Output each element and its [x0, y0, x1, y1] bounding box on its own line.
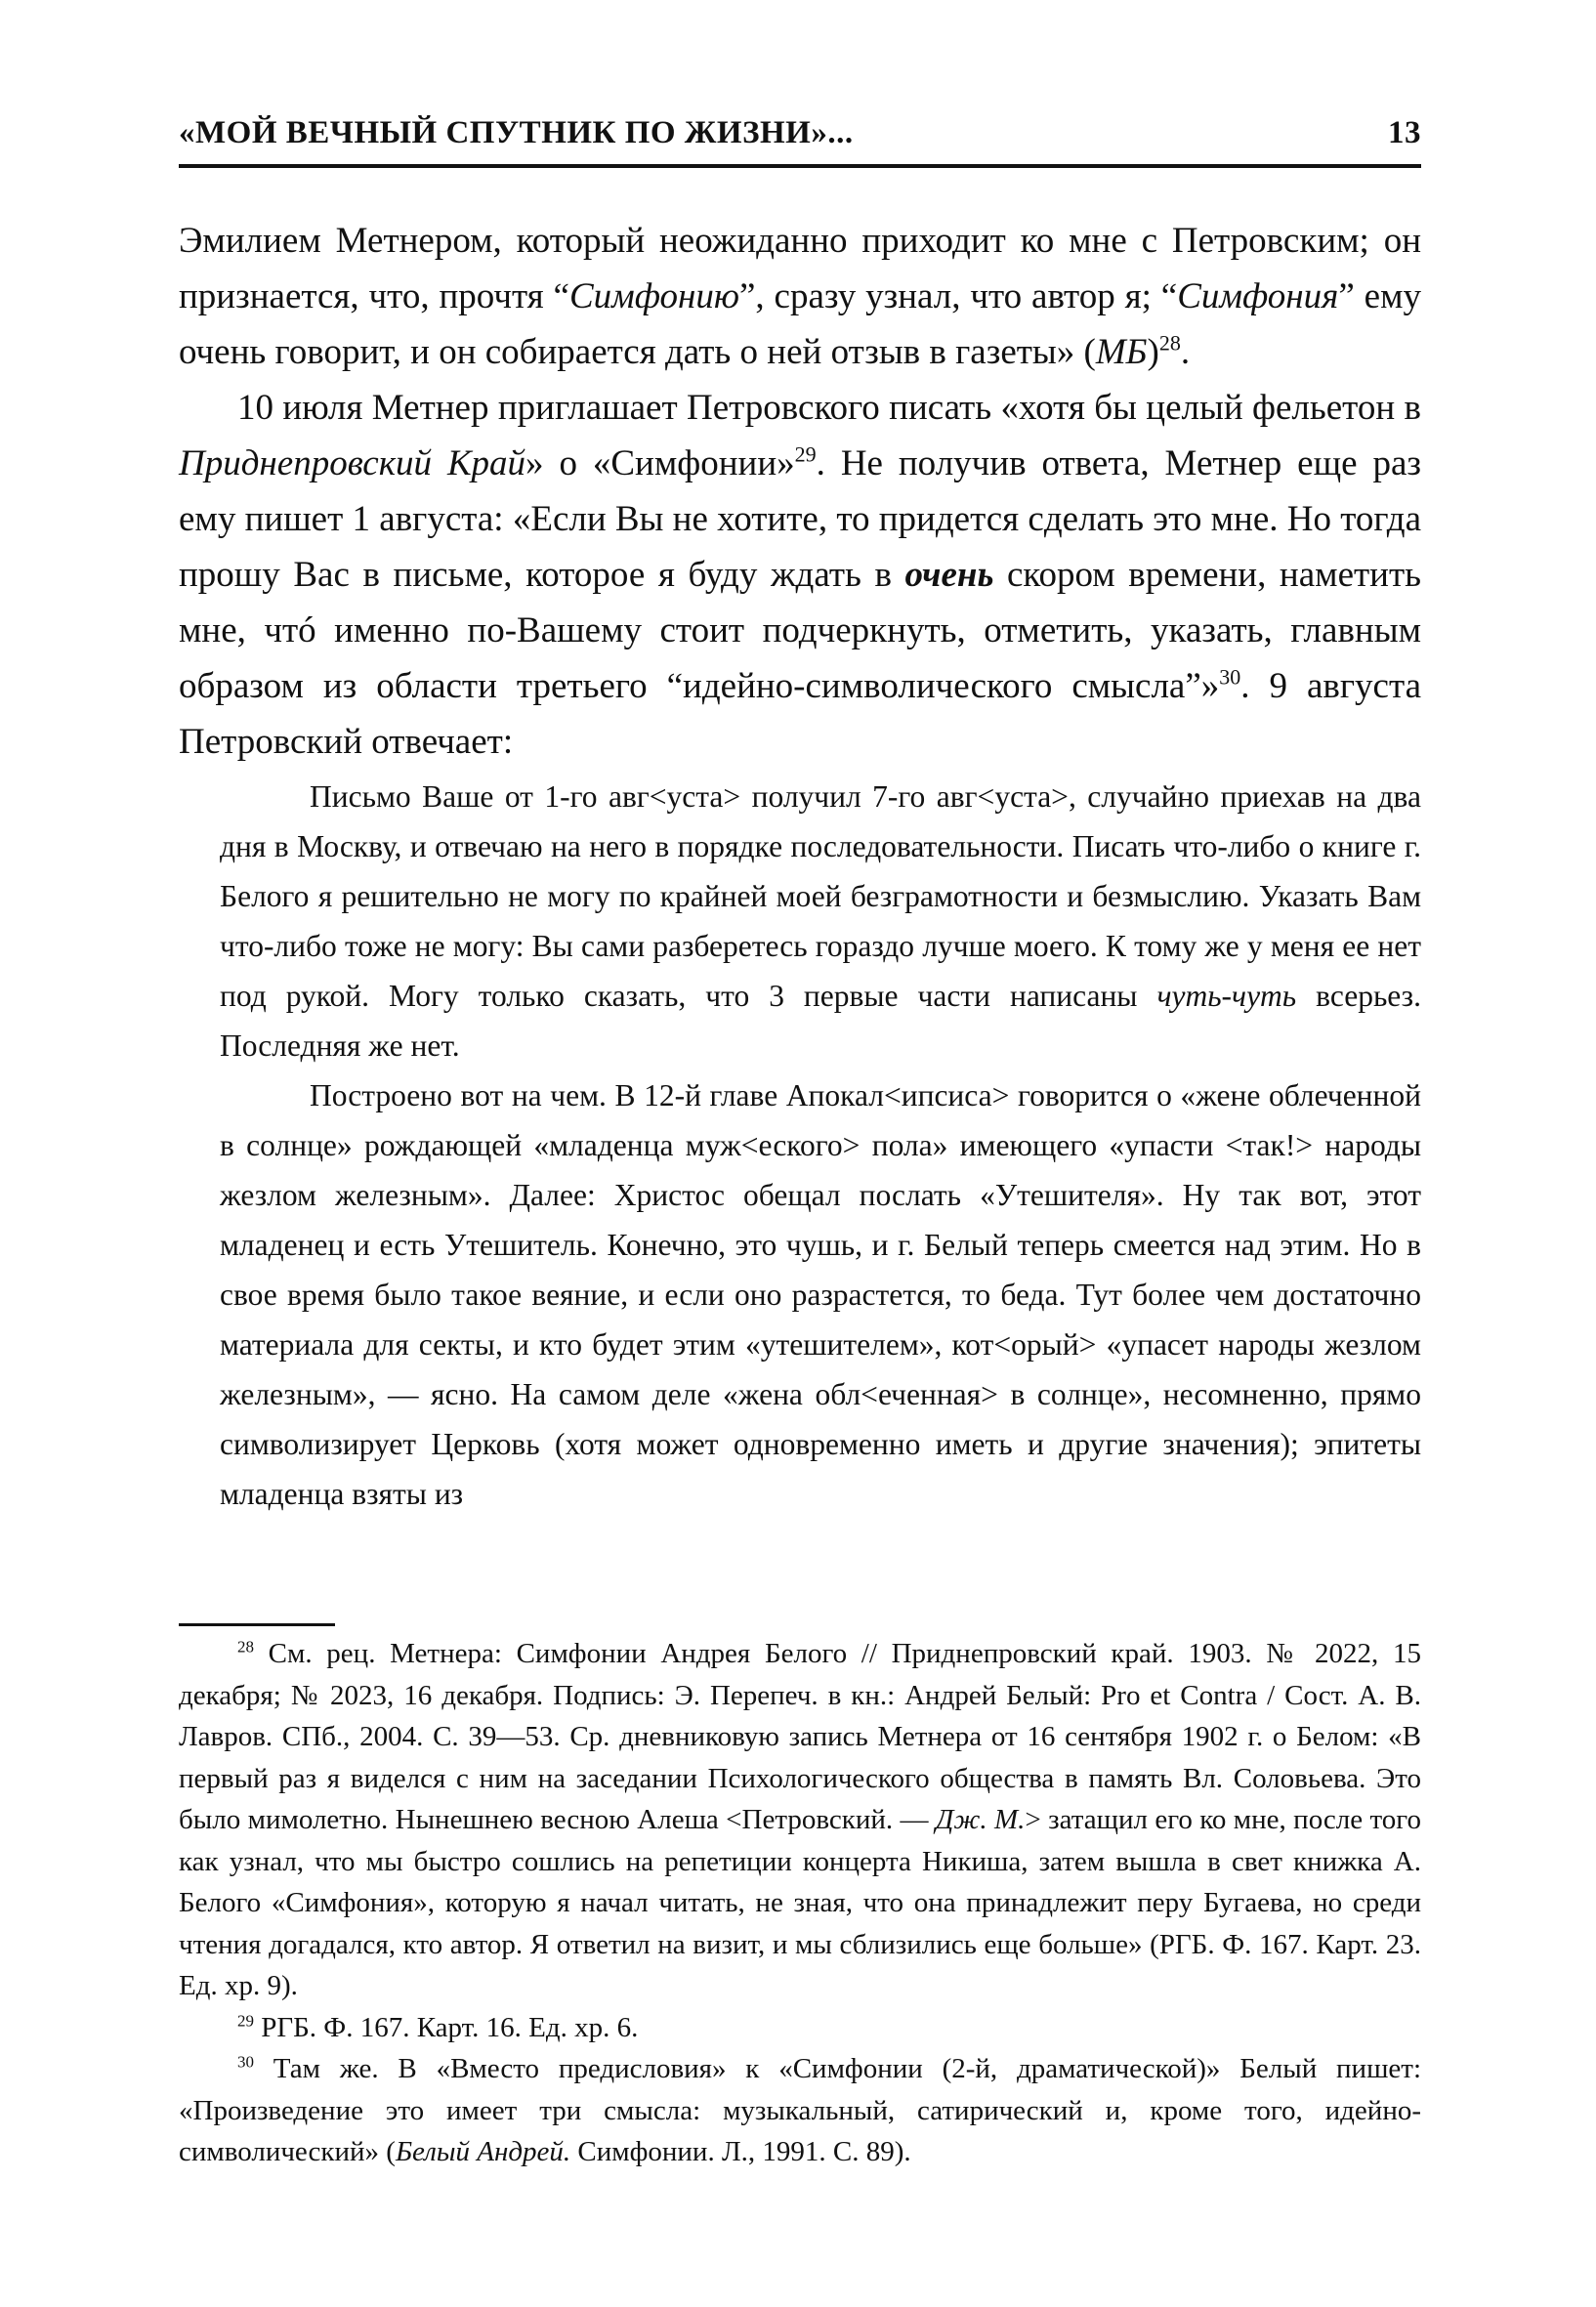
italic-title: Симфонию: [568, 276, 739, 316]
text-run: . 9 августа Петровский отвечает:: [179, 666, 1421, 762]
text-run: Эмилием Метнером, который неожиданно приходит ко мне с Петровским; он признается, что, прочтя “: [179, 221, 1421, 316]
footnote-number: 29: [237, 2010, 254, 2030]
footnote-ref-29[interactable]: 29: [794, 441, 817, 467]
italic-abbrev: МБ: [1095, 332, 1148, 372]
paragraph-2: [179, 380, 1421, 770]
text-run: Построено вот на чем. В 12-й главе Апокал<ипсиса> говорится о «жене облеченной в солнце» рождающей «младенца муж<еского> пола» имеющего «упасти <так!> народы жезлом железным». Далее: Христос обещал послать «Утешителя». Ну так вот, этот младенец и есть Утешитель. Конечно, это чушь, и г. Белый теперь смеется над этим. Но в свое время было такое веяние, и если оно разрастется, то беда. Тут более чем достаточно материала для секты, и кто будет этим «утешителем», кот<орый> «упасет народы жезлом железным», — ясно. На самом деле «жена обл<еченная> в солнце», несомненно, прямо символизирует Церковь (хотя может одновременно иметь и другие значения); эпитеты младенца взяты из: [220, 1078, 1421, 1511]
header-rule: [179, 164, 1421, 168]
text-run: См. рец. Метнера: Симфонии Андрея Белого // Приднепровский край. 1903. № 2022, 15 декабря; № 2023, 16 декабря. Подпись: Э. Перепеч. в кн.: Андрей Белый: Pro et Contra / Сост. А. В. Лавров. СПб., 2004. С. 39—53. Ср. дневниковую запись Метнера от 16 сентября 1902 г. о Белом: «В первый раз я виделся с ним на заседании Психологического общества в память Вл. Соловьева. Это было мимолетно. Нынешнею весною Алеша <Петровский. —: [179, 1638, 1421, 1835]
text-run: Письмо Ваше от 1-го авг<уста> получил 7-го авг<уста>, случайно приехав на два дня в Москву, и отвечаю на него в порядке последовательности. Писать что-либо о книге г. Белого я решительно не могу по крайней моей безграмотности и безмыслию. Указать Вам что-либо тоже не могу: Вы сами разберетесь гораздо лучше моего. К тому же у меня ее нет под рукой. Могу только сказать, что 3 первые части написаны: [220, 779, 1421, 1013]
paragraph-1: [179, 213, 1421, 380]
footnote-29: [179, 2007, 1421, 2049]
italic-author: Белый Андрей.: [395, 2136, 571, 2167]
text-run: ): [1147, 332, 1159, 372]
italic-title: Приднепровский Край: [179, 443, 526, 483]
footnote-number: 28: [237, 1637, 254, 1657]
footnote-28: [179, 1633, 1421, 2007]
text-run: . Не получив ответа, Метнер еще раз ему пишет 1 августа: «Если Вы не хотите, то придется сделать это мне. Но тогда прошу Вас в письме, которое я буду ждать в: [179, 443, 1421, 595]
footnote-rule: [179, 1623, 335, 1626]
letter-quote-1: [220, 772, 1421, 1070]
emphasis: чуть-чуть: [1156, 979, 1297, 1013]
letter-quote-2: [220, 1070, 1421, 1519]
text-run: ”, сразу узнал, что автор я; “: [738, 276, 1178, 316]
main-text: [179, 213, 1421, 1519]
text-run: .: [1180, 332, 1191, 372]
italic-title: Симфония: [1177, 276, 1339, 316]
text-run: РГБ. Ф. 167. Карт. 16. Ед. хр. 6.: [254, 2011, 639, 2043]
text-run: 10 июля Метнер приглашает Петровского писать «хотя бы целый фельетон в: [237, 388, 1421, 428]
text-run: » о «Симфонии»: [525, 443, 795, 483]
footnote-ref-30[interactable]: 30: [1219, 664, 1241, 690]
running-head: [179, 115, 1421, 164]
text-run: ” ему очень говорит, и он собирается дать о ней отзыв в газеты» (: [179, 276, 1421, 372]
footnote-number: 30: [237, 2052, 254, 2072]
footnote-30: [179, 2048, 1421, 2173]
text-run: Симфонии. Л., 1991. С. 89).: [570, 2136, 911, 2167]
italic-initials: Дж. М.: [935, 1804, 1026, 1835]
text-run: > затащил его ко мне, после того как узнал, что мы быстро сошлись на репетиции концерта Никиша, затем вышла в свет книжка А. Белого «Симфония», которую я начал читать, не зная, что она принадлежит перу Бугаева, но среди чтения догадался, кто автор. Я ответил на визит, и мы сблизились еще больше» (РГБ. Ф. 167. Карт. 23. Ед. хр. 9).: [179, 1804, 1421, 2001]
text-run: Там же. В «Вместо предисловия» к «Симфонии (2-й, драматической)» Белый пишет: «Произведение это имеет три смысла: музыкальный, сатирический и, кроме того, идейно-символический» (: [179, 2053, 1421, 2167]
page-number: 13: [1388, 115, 1421, 150]
footnotes: [179, 1633, 1421, 2173]
footnote-ref-28[interactable]: 28: [1158, 330, 1181, 356]
running-title: «МОЙ ВЕЧНЫЙ СПУТНИК ПО ЖИЗНИ»...: [179, 115, 854, 150]
text-run: всерьез. Последняя же нет.: [220, 979, 1421, 1063]
text-run: скором времени, наметить мне, чтó именно по-Вашему стоит подчеркнуть, отметить, указать, главным образом из области третьего “идейно-символического смысла”»: [179, 555, 1421, 706]
emphasis: очень: [904, 555, 994, 595]
